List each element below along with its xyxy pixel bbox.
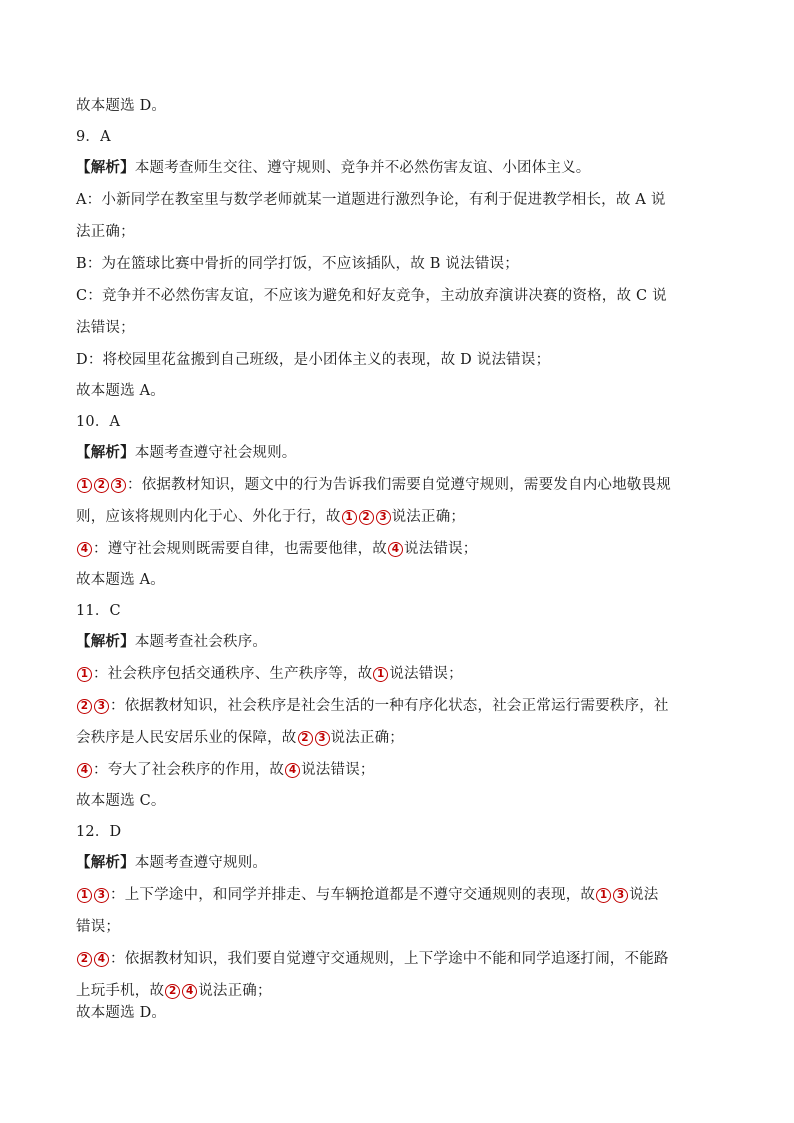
circled-number-1: 1 (77, 478, 92, 493)
analysis-tag: 【解析】 (76, 444, 135, 461)
text-line (76, 507, 736, 527)
text-span: ：夸大了社会秩序的作用，故 (93, 762, 285, 778)
analysis-text: 本题考查社会秩序。 (134, 634, 268, 650)
circled-number-3: 3 (376, 510, 391, 525)
circled-number-3: 3 (111, 478, 126, 493)
text-line (76, 760, 736, 780)
text-span: 说法错误； (301, 762, 375, 778)
analysis-line (76, 853, 736, 873)
text-span: 会秩序是人民安居乐业的保障，故 (76, 730, 297, 746)
circled-number-2: 2 (94, 478, 109, 493)
circled-number-2: 2 (77, 699, 92, 714)
circled-number-2: 2 (298, 731, 313, 746)
circled-number-2: 2 (77, 952, 92, 967)
circled-number-2: 2 (359, 510, 374, 525)
text-line: B：为在篮球比赛中骨折的同学打饭，不应该插队，故 B 说法错误； (76, 256, 519, 272)
circled-number-4: 4 (182, 984, 197, 999)
text-span: ：依据教材知识，题文中的行为告诉我们需要自觉遵守规则，需要发自内心地敬畏规 (127, 477, 671, 493)
question-number-9: 9．A (76, 129, 111, 145)
text-line: D：将校园里花盆搬到自己班级，是小团体主义的表现，故 D 说法错误； (76, 352, 551, 368)
text-line: C：竞争并不必然伤害友谊，不应该为避免和好友竞争，主动放弃演讲决赛的资格，故 C 说 (76, 288, 667, 304)
text-line: 故本题选 D。 (76, 98, 167, 114)
text-line (76, 696, 736, 716)
text-line (76, 885, 736, 905)
question-number-10: 10．A (76, 414, 121, 430)
circled-number-1: 1 (596, 888, 611, 903)
circled-number-3: 3 (613, 888, 628, 903)
text-line (76, 728, 736, 748)
question-number-12: 12．D (76, 824, 122, 840)
text-span: ：依据教材知识，社会秩序是社会生活的一种有序化状态，社会正常运行需要秩序，社 (110, 698, 669, 714)
circled-number-4: 4 (77, 763, 92, 778)
text-span: 说法正确； (198, 983, 272, 999)
text-span: 上玩手机，故 (76, 983, 165, 999)
text-span: 说法错误； (404, 541, 478, 557)
text-line (76, 475, 736, 495)
text-line: 故本题选 A。 (76, 572, 165, 588)
text-span: ：上下学途中，和同学并排走、与车辆抢道都是不遵守交通规则的表现，故 (110, 887, 596, 903)
circled-number-1: 1 (77, 888, 92, 903)
text-line: 法正确； (76, 224, 135, 240)
circled-number-3: 3 (94, 699, 109, 714)
text-line (76, 539, 736, 559)
circled-number-3: 3 (94, 888, 109, 903)
circled-number-4: 4 (94, 952, 109, 967)
question-number-11: 11．C (76, 603, 121, 619)
text-span: 说法正确； (330, 730, 404, 746)
text-line: 故本题选 D。 (76, 1005, 167, 1021)
text-line (76, 981, 736, 1001)
circled-number-1: 1 (77, 667, 92, 682)
text-span: 则，应该将规则内化于心、外化于行，故 (76, 509, 341, 525)
analysis-tag: 【解析】 (76, 159, 135, 176)
circled-number-4: 4 (388, 542, 403, 557)
analysis-line (76, 632, 736, 652)
analysis-line (76, 158, 736, 178)
analysis-text: 本题考查遵守社会规则。 (134, 445, 297, 461)
text-span: ：依据教材知识，我们要自觉遵守交通规则，上下学途中不能和同学追逐打闹，不能路 (110, 951, 669, 967)
analysis-line (76, 443, 736, 463)
analysis-tag: 【解析】 (76, 633, 135, 650)
text-span: 说法正确； (391, 509, 466, 525)
circled-number-1: 1 (373, 667, 388, 682)
text-line: 故本题选 C。 (76, 793, 166, 809)
text-line: 错误； (76, 919, 121, 935)
circled-number-2: 2 (165, 984, 180, 999)
analysis-tag: 【解析】 (76, 854, 135, 871)
text-span: 说法错误； (389, 666, 463, 682)
text-span: ：社会秩序包括交通秩序、生产秩序等，故 (93, 666, 373, 682)
circled-number-4: 4 (77, 542, 92, 557)
text-span: 说法 (629, 887, 659, 903)
analysis-text: 本题考查师生交往、遵守规则、竞争并不必然伤害友谊、小团体主义。 (134, 160, 591, 176)
circled-number-1: 1 (342, 510, 357, 525)
text-line (76, 664, 736, 684)
text-line: A：小新同学在教室里与数学老师就某一道题进行激烈争论，有利于促进教学相长，故 A 说 (76, 192, 666, 208)
text-line: 故本题选 A。 (76, 383, 165, 399)
circled-number-3: 3 (315, 731, 330, 746)
text-span: ：遵守社会规则既需要自律，也需要他律，故 (93, 541, 387, 557)
circled-number-4: 4 (285, 763, 300, 778)
text-line (76, 949, 736, 969)
text-line: 法错误； (76, 320, 135, 336)
analysis-text: 本题考查遵守规则。 (134, 855, 268, 871)
